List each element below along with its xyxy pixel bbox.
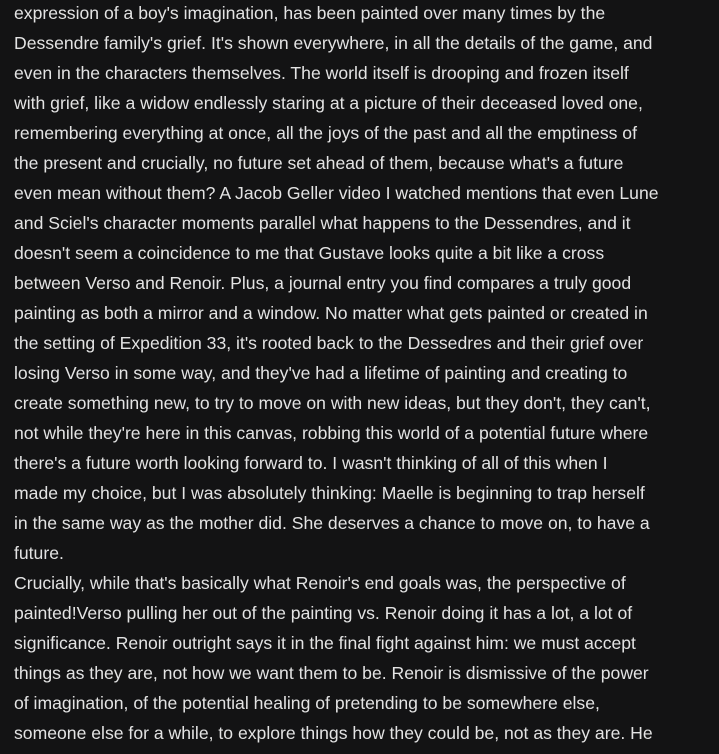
text-line: the setting of Expedition 33, it's rooted back to the Dessedres and their grief over <box>14 333 644 353</box>
text-line: expression of a boy's imagination, has been painted over many times by the <box>14 3 606 23</box>
response-text <box>14 0 719 752</box>
text-line: significance. Renoir outright says it in the final fight against him: we must accept <box>14 633 636 653</box>
text-line: in the same way as the mother did. She deserves a chance to move on, to have a <box>14 513 650 533</box>
text-line: doesn't seem a coincidence to me that Gustave looks quite a bit like a cross <box>14 243 605 263</box>
text-line: there's a future worth looking forward to. I wasn't thinking of all of this when I <box>14 453 608 473</box>
text-line: between Verso and Renoir. Plus, a journal entry you find compares a truly good <box>14 273 632 293</box>
text-line: even mean without them? A Jacob Geller video I watched mentions that even Lune <box>14 183 659 203</box>
text-line: losing Verso in some way, and they've had a lifetime of painting and creating to <box>14 363 628 383</box>
text-line: the present and crucially, no future set ahead of them, because what's a future <box>14 153 624 173</box>
text-line: even in the characters themselves. The world itself is drooping and frozen itself <box>14 63 629 83</box>
text-line: not while they're here in this canvas, robbing this world of a potential future where <box>14 423 649 443</box>
paragraph-2 <box>14 568 719 748</box>
text-line: remembering everything at once, all the joys of the past and all the emptiness of <box>14 123 637 143</box>
paragraph-1 <box>14 0 719 568</box>
text-line: made my choice, but I was absolutely thinking: Maelle is beginning to trap herself <box>14 483 645 503</box>
text-line: with grief, like a widow endlessly staring at a picture of their deceased loved one, <box>14 93 643 113</box>
text-line: and Sciel's character moments parallel what happens to the Dessendres, and it <box>14 213 631 233</box>
text-line: painting as both a mirror and a window. No matter what gets painted or created in <box>14 303 648 323</box>
text-line: Dessendre family's grief. It's shown everywhere, in all the details of the game, and <box>14 33 653 53</box>
text-line: someone else for a while, to explore things how they could be, not as they are. He <box>14 723 653 743</box>
text-line: create something new, to try to move on with new ideas, but they don't, they can't, <box>14 393 651 413</box>
text-line: painted!Verso pulling her out of the painting vs. Renoir doing it has a lot, a lot of <box>14 603 633 623</box>
text-line: things as they are, not how we want them to be. Renoir is dismissive of the power <box>14 663 649 683</box>
text-line: Crucially, while that's basically what Renoir's end goals was, the perspective of <box>14 573 626 593</box>
text-line: of imagination, of the potential healing of pretending to be somewhere else, <box>14 693 600 713</box>
text-line: future. <box>14 543 64 563</box>
